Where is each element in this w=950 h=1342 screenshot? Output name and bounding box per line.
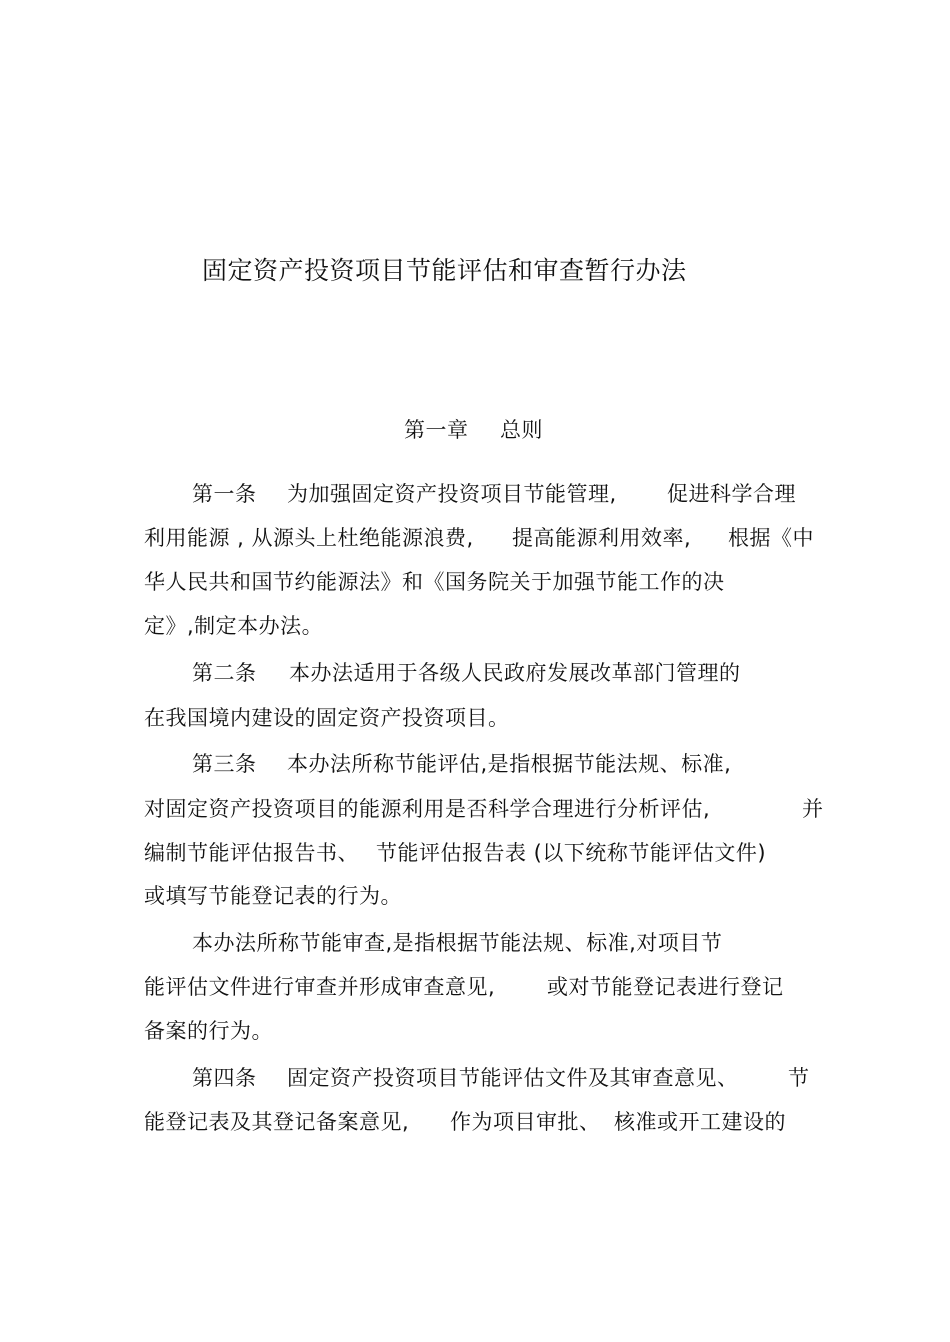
text-segment: 根据《中 — [728, 526, 814, 550]
text-segment: 或对节能登记表进行登记 — [547, 975, 784, 999]
text-segment: 并 — [802, 797, 824, 821]
chapter-number: 第一章 — [404, 418, 469, 442]
text-segment: 核准或开工建设的 — [614, 1110, 786, 1134]
text-segment: 为加强固定资产投资项目节能管理, — [287, 482, 617, 506]
text-segment: 本办法适用于各级人民政府发展改革部门管理的 — [289, 661, 741, 685]
text-segment: 本办法所称节能审查,是指根据节能法规、标准,对项目节 — [192, 931, 723, 955]
article-label: 第二条 — [192, 661, 257, 685]
text-segment: 或填写节能登记表的行为。 — [144, 884, 402, 908]
text-segment: 编制节能评估报告书、 — [144, 841, 359, 865]
chapter-name: 总则 — [500, 418, 543, 442]
article-label: 第一条 — [192, 482, 257, 506]
text-segment: 节能评估报告表 (以下统称节能评估文件) — [376, 841, 767, 865]
text-segment: 华人民共和国节约能源法》和《国务院关于加强节能工作的决 — [144, 570, 725, 594]
text-segment: 能评估文件进行审查并形成审查意见, — [144, 975, 496, 999]
document-title: 固定资产投资项目节能评估和审查暂行办法 — [202, 256, 687, 285]
text-segment: 固定资产投资项目节能评估文件及其审查意见、 — [287, 1066, 739, 1090]
text-segment: 提高能源利用效率, — [512, 526, 692, 550]
text-segment: 利用能源 , 从源头上杜绝能源浪费, — [144, 526, 474, 550]
text-segment: 本办法所称节能评估,是指根据节能法规、标准, — [287, 752, 732, 776]
text-segment: 对固定资产投资项目的能源利用是否科学合理进行分析评估, — [144, 797, 711, 821]
article-label: 第三条 — [192, 752, 257, 776]
article-label: 第四条 — [192, 1066, 257, 1090]
text-segment: 备案的行为。 — [144, 1019, 273, 1043]
text-segment: 在我国境内建设的固定资产投资项目。 — [144, 706, 510, 730]
text-segment: 促进科学合理 — [667, 482, 796, 506]
text-segment: 能登记表及其登记备案意见, — [144, 1110, 410, 1134]
text-segment: 定》,制定本办法。 — [144, 614, 324, 638]
text-segment: 作为项目审批、 — [450, 1110, 601, 1134]
text-segment: 节 — [788, 1066, 810, 1090]
